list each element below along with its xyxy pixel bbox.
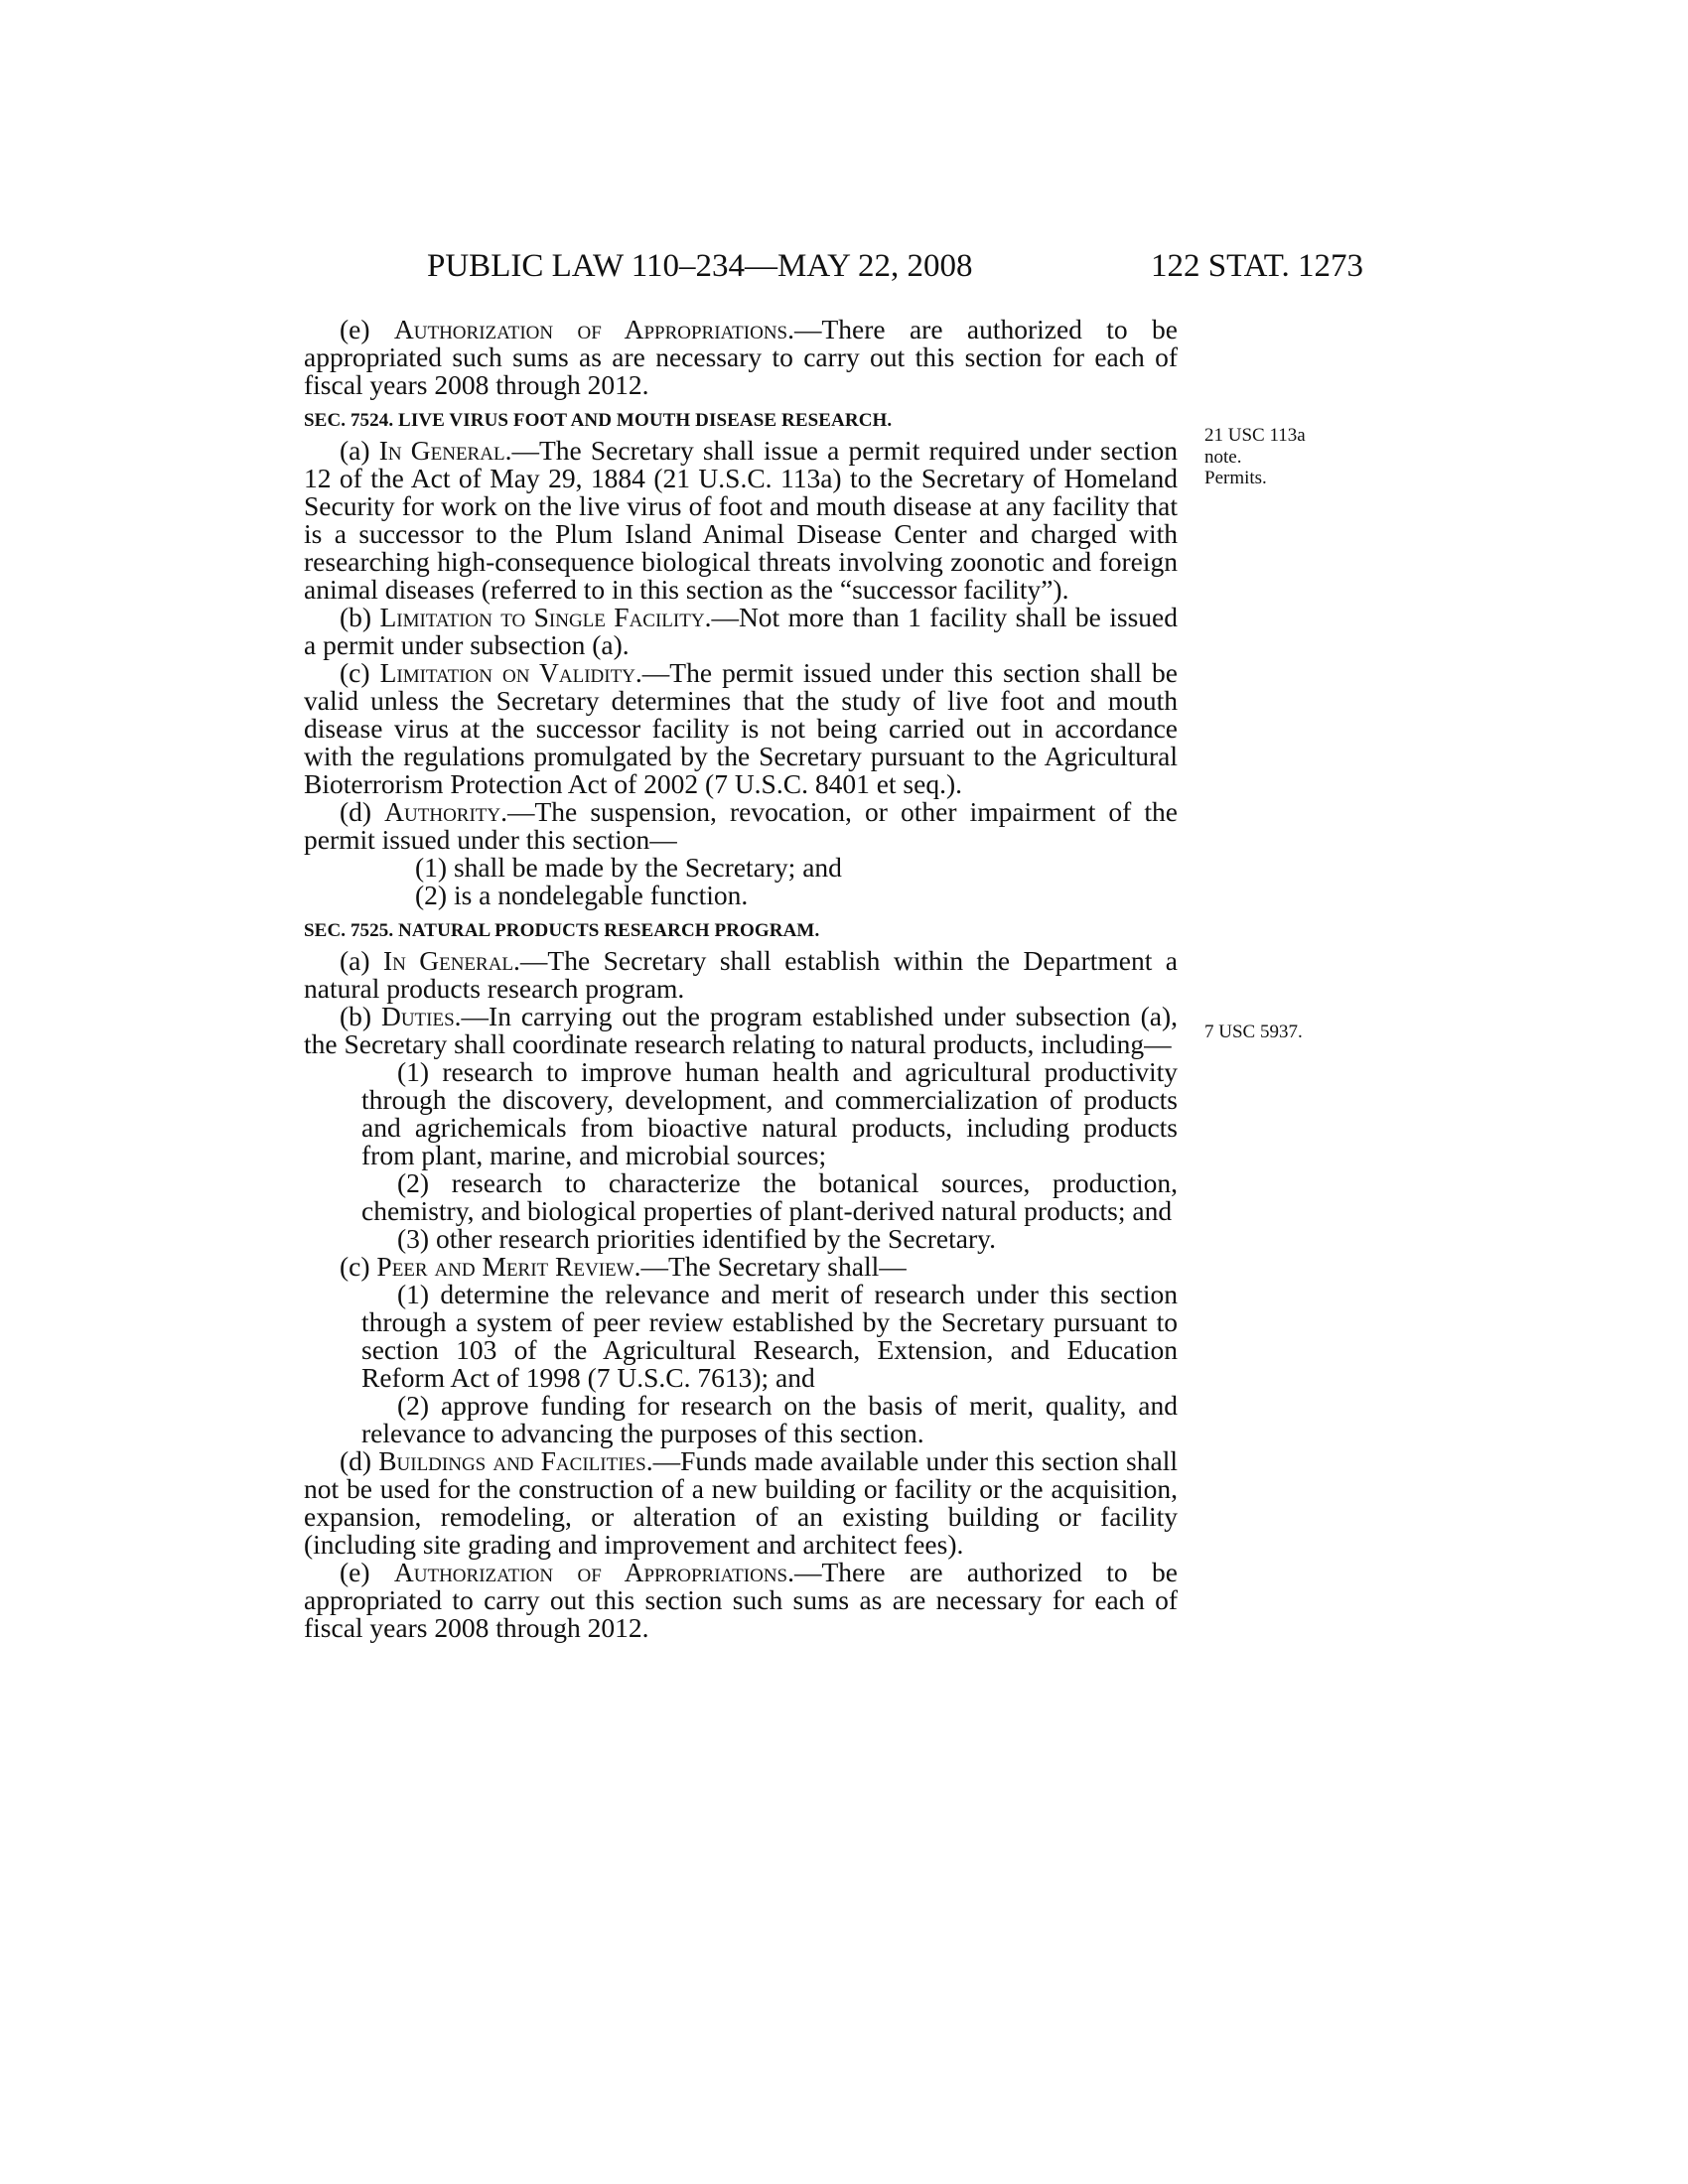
- header-title: PUBLIC LAW 110–234—MAY 22, 2008: [427, 248, 973, 284]
- sec7525-b-item-3: (3) other research priorities identified by the Secretary.: [397, 1223, 996, 1254]
- margin-note-usc: 21 USC 113a: [1204, 425, 1306, 446]
- sec7525-subsection-d: (d) Buildings and Facilities.—Funds made available under this section shall not be used for the construction of a new building or facility or the acquisition, expansion, remodeling, or alteration of an existing building or facility (including site grading and improvement and architect fees).: [304, 1445, 1178, 1560]
- margin-note-note: note.: [1204, 447, 1242, 468]
- paragraph-heading: Limitation on Validity: [379, 657, 635, 688]
- sec7525-subsection-c: (c) Peer and Merit Review.—The Secretary shall—: [340, 1251, 907, 1282]
- sec7525-c-item-1: (1) determine the relevance and merit of research under this section through a system of peer review established by the Secretary pursuant to section 103 of the Agricultural Research, Extension, and Education Reform Act of 1998 (7 U.S.C. 7613); and: [361, 1279, 1178, 1393]
- paragraph-heading: Authorization of Appropriations: [393, 1557, 788, 1587]
- margin-note-permits: Permits.: [1204, 468, 1267, 488]
- paragraph-heading: Duties: [380, 1001, 455, 1031]
- sec7525-subsection-b: (b) Duties.—In carrying out the program established under subsection (a), the Secretary shall coordinate research relating to natural products, including—: [304, 1001, 1178, 1059]
- sec7525-c-item-2: (2) approve funding for research on the basis of merit, quality, and relevance to advancing the purposes of this section.: [361, 1390, 1178, 1448]
- sec7524-subsection-b: (b) Limitation to Single Facility.—Not more than 1 facility shall be issued a permit under subsection (a).: [304, 602, 1178, 660]
- section-heading-7525: SEC. 7525. NATURAL PRODUCTS RESEARCH PROGRAM.: [304, 920, 820, 941]
- sec7525-subsection-a: (a) In General.—The Secretary shall establish within the Department a natural products research program.: [304, 945, 1178, 1004]
- paragraph-authorization-appropriations-prior: (e) Authorization of Appropriations.—There are authorized to be appropriated such sums as are necessary to carry out this section for each of fiscal years 2008 through 2012.: [304, 314, 1178, 400]
- sec7525-b-item-2: (2) research to characterize the botanical sources, production, chemistry, and biological properties of plant-derived natural products; and: [361, 1167, 1178, 1226]
- sec7524-subsection-c: (c) Limitation on Validity.—The permit issued under this section shall be valid unless the Secretary determines that the study of live foot and mouth disease virus at the successor facility is not being carried out in accordance with the regulations promulgated by the Secretary pursuant to the Agricultural Bioterrorism Protection Act of 2002 (7 U.S.C. 8401 et seq.).: [304, 657, 1178, 799]
- sec7524-subsection-a: (a) In General.—The Secretary shall issue a permit required under section 12 of the Act of May 29, 1884 (21 U.S.C. 113a) to the Secretary of Homeland Security for work on the live virus of foot and mouth disease at any facility that is a successor to the Plum Island Animal Disease Center and charged with researching high-consequence biological threats involving zoonotic and foreign animal diseases (referred to in this section as the “successor facility”).: [304, 435, 1178, 605]
- sec7525-b-item-1: (1) research to improve human health and agricultural productivity through the discovery, development, and commercialization of products and agrichemicals from bioactive natural products, including products from plant, marine, and microbial sources;: [361, 1056, 1178, 1170]
- header-stat-citation: 122 STAT. 1273: [1151, 248, 1364, 284]
- paragraph-heading: Peer and Merit Review: [376, 1251, 634, 1282]
- sec7524-subsection-d: (d) Authority.—The suspension, revocation, or other impairment of the permit issued under this section—: [304, 796, 1178, 855]
- paragraph-heading: Buildings and Facilities: [378, 1445, 646, 1476]
- paragraph-heading: Authorization of Appropriations: [393, 314, 788, 344]
- page-header: [0, 248, 1688, 288]
- paragraph-heading: Authority: [384, 796, 501, 827]
- paragraph-heading: In General: [378, 435, 505, 466]
- sec7524-d-clause-1: (1) shall be made by the Secretary; and: [415, 852, 842, 883]
- paragraph-heading: Limitation to Single Facility: [379, 602, 705, 632]
- document-body: [304, 316, 1178, 1642]
- section-heading-7524: SEC. 7524. LIVE VIRUS FOOT AND MOUTH DISEASE RESEARCH.: [304, 410, 893, 431]
- sec7524-d-clause-2: (2) is a nondelegable function.: [415, 880, 749, 910]
- margin-note-usc-5937: 7 USC 5937.: [1204, 1022, 1303, 1042]
- paragraph-heading: In General: [382, 945, 514, 976]
- sec7525-subsection-e: (e) Authorization of Appropriations.—There are authorized to be appropriated to carry out this section such sums as are necessary for each of fiscal years 2008 through 2012.: [304, 1557, 1178, 1643]
